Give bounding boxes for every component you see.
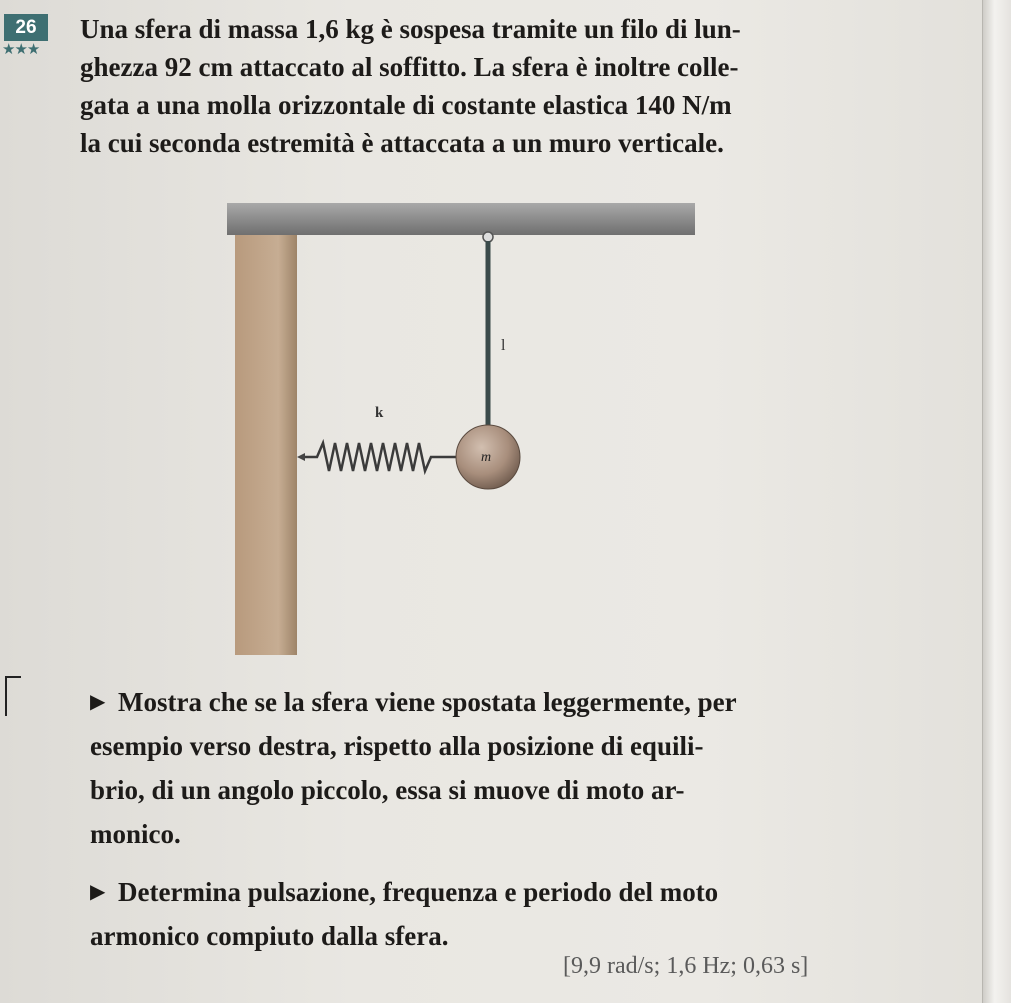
length-label: l	[501, 337, 506, 354]
problem-line: ghezza 92 cm attaccato al soffitto. La sfera è inoltre colle-	[80, 52, 739, 82]
page-edge	[982, 0, 1011, 1003]
wall	[235, 235, 297, 655]
answer-key: [9,9 rad/s; 1,6 Hz; 0,63 s]	[563, 953, 809, 979]
spring-constant-label: k	[375, 405, 384, 421]
problem-line: gata a una molla orizzontale di costante elastica 140 N/m	[80, 90, 732, 120]
pivot	[483, 232, 493, 242]
difficulty-stars: ★★★	[2, 42, 40, 58]
mass-label: m	[481, 450, 492, 465]
task-line: brio, di un angolo piccolo, essa si muove di moto ar-	[90, 775, 685, 805]
bullet-arrow-icon: ▶	[90, 691, 106, 713]
figure-svg	[225, 195, 725, 660]
ceiling	[227, 203, 695, 235]
task-list	[90, 680, 970, 972]
problem-line: Una sfera di massa 1,6 kg è sospesa tramite un filo di lun-	[80, 14, 741, 44]
problem-statement	[80, 10, 960, 162]
task-line: Mostra che se la sfera viene spostata leggermente, per	[118, 687, 737, 717]
task-item	[90, 870, 970, 958]
bullet-arrow-icon: ▶	[90, 881, 106, 903]
spring-attachment	[297, 453, 305, 461]
task-line: Determina pulsazione, frequenza e periodo del moto	[118, 877, 719, 907]
problem-number-badge: 26	[4, 14, 48, 41]
problem-line: la cui seconda estremità è attaccata a un muro verticale.	[80, 128, 724, 158]
task-line: monico.	[90, 819, 181, 849]
task-item	[90, 680, 970, 856]
spring	[305, 443, 457, 471]
task-line: armonico compiuto dalla sfera.	[90, 921, 449, 951]
task-line: esempio verso destra, rispetto alla posizione di equili-	[90, 731, 704, 761]
pendulum-spring-figure	[225, 195, 725, 660]
margin-bracket	[5, 676, 21, 716]
